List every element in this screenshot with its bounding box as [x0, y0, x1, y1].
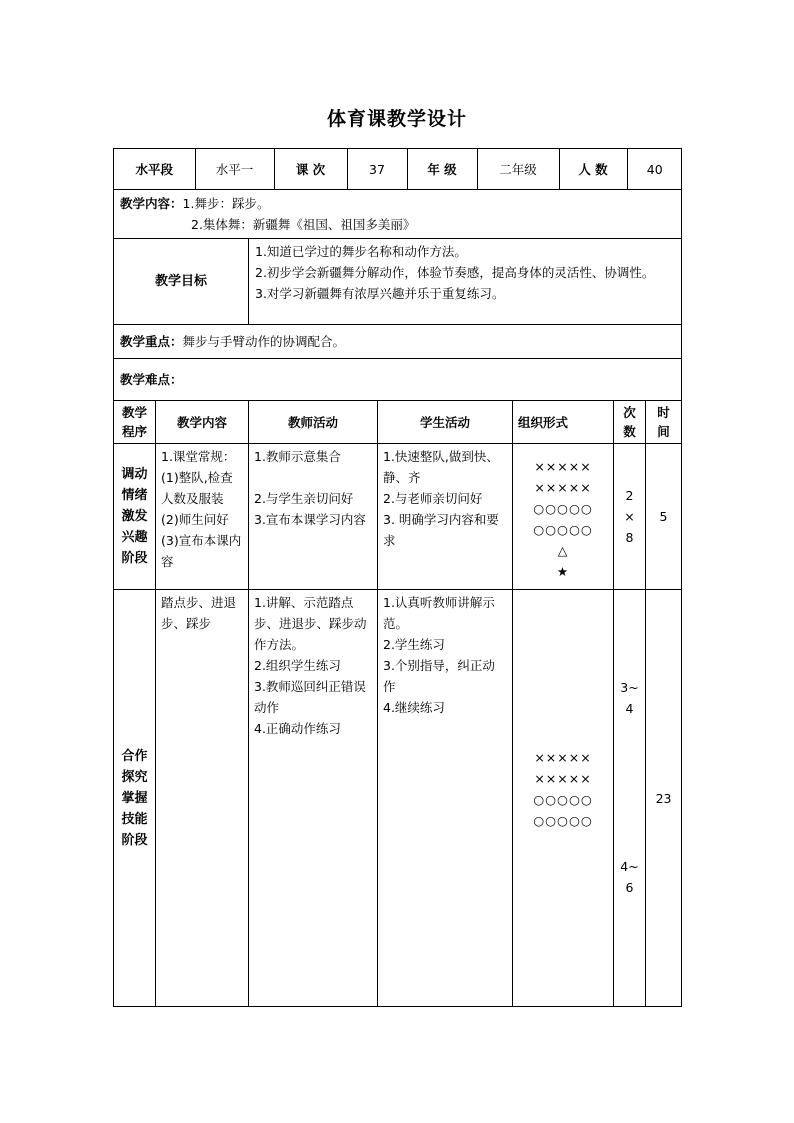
- header-org: 组织形式: [513, 401, 614, 444]
- content-label: 教学内容：: [120, 196, 183, 211]
- teacher-position-icon: △: [557, 543, 569, 558]
- goal-item-3: 3.对学习新疆舞有浓厚兴趣并乐于重复练习。: [255, 286, 505, 301]
- count-value: 40: [627, 149, 682, 189]
- star-icon: ★: [556, 564, 570, 579]
- stage-1-content: 1.课堂常规： (1)整队,检查人数及服装 (2)师生问好 (3)宣布本课内容: [156, 444, 249, 590]
- count-label: 人 数: [559, 149, 627, 189]
- grade-label: 年 级: [407, 149, 477, 189]
- header-student: 学生活动: [378, 401, 513, 444]
- stage-1-time: 5: [646, 444, 682, 590]
- stage-1-teacher: 1.教师示意集合 2.与学生亲切问好 3.宣布本课学习内容: [249, 444, 378, 590]
- stage-2-formation: ××××× ××××× ○○○○○ ○○○○○: [513, 590, 614, 1007]
- level-value: 水平一: [195, 149, 274, 189]
- stage-2-teacher: 1.讲解、示范踏点步、进退步、踩步动作方法。 2.组织学生练习 3.教师巡回纠正错误动作 4.正确动作练习: [249, 590, 378, 1007]
- goals-label: 教学目标: [114, 239, 249, 325]
- stage-1-row: [114, 444, 682, 590]
- content-row: [114, 190, 682, 239]
- stage-1-student: 1.快速整队,做到快、静、齐 2.与老师亲切问好 3. 明确学习内容和要求: [378, 444, 513, 590]
- goals-row: [114, 239, 682, 325]
- page-title: 体育课教学设计: [326, 108, 467, 130]
- header-row: [114, 401, 682, 444]
- header-teacher: 教师活动: [249, 401, 378, 444]
- stage-1-times: 2 × 8: [614, 444, 646, 590]
- key-point-label: 教学重点：: [120, 334, 183, 349]
- lesson-plan-table: [113, 148, 682, 1007]
- stage-2-student: 1.认真听教师讲解示范。 2.学生练习 3.个别指导，纠正动作 4.继续练习: [378, 590, 513, 1007]
- stage-2-content: 踏点步、进退步、踩步: [156, 590, 249, 1007]
- header-program: 教学程序: [114, 401, 156, 444]
- goal-item-2: 2.初步学会新疆舞分解动作，体验节奏感，提高身体的灵活性、协调性。: [255, 265, 655, 280]
- stage-1-formation: ××××× ××××× ○○○○○ ○○○○○ △ ★: [513, 444, 614, 590]
- key-point-row: [114, 325, 682, 359]
- info-subtable: [114, 149, 682, 189]
- level-label: 水平段: [114, 149, 195, 189]
- difficulty-row: [114, 359, 682, 401]
- goal-item-1: 1.知道已学过的舞步名称和动作方法。: [255, 244, 467, 259]
- info-row: [114, 149, 682, 190]
- lesson-label: 课 次: [274, 149, 347, 189]
- content-line-2: 2.集体舞：新疆舞《祖国、祖国多美丽》: [191, 217, 416, 232]
- stage-2-row: [114, 590, 682, 1007]
- grade-value: 二年级: [477, 149, 559, 189]
- stage-2-time: 23: [646, 590, 682, 1007]
- key-point-text: 舞步与手臂动作的协调配合。: [182, 334, 346, 349]
- header-times: 次数: [614, 401, 646, 444]
- stage-2-times: 3~ 4 4~ 6: [614, 590, 646, 1007]
- stage-1-name: 调动 情绪 激发 兴趣 阶段: [114, 444, 156, 590]
- header-content: 教学内容: [156, 401, 249, 444]
- stage-2-name: 合作 探究 掌握 技能 阶段: [114, 590, 156, 1007]
- header-time: 时间: [646, 401, 682, 444]
- lesson-value: 37: [347, 149, 407, 189]
- content-line-1: 1.舞步：踩步。: [182, 196, 270, 211]
- difficulty-label: 教学难点：: [120, 372, 183, 387]
